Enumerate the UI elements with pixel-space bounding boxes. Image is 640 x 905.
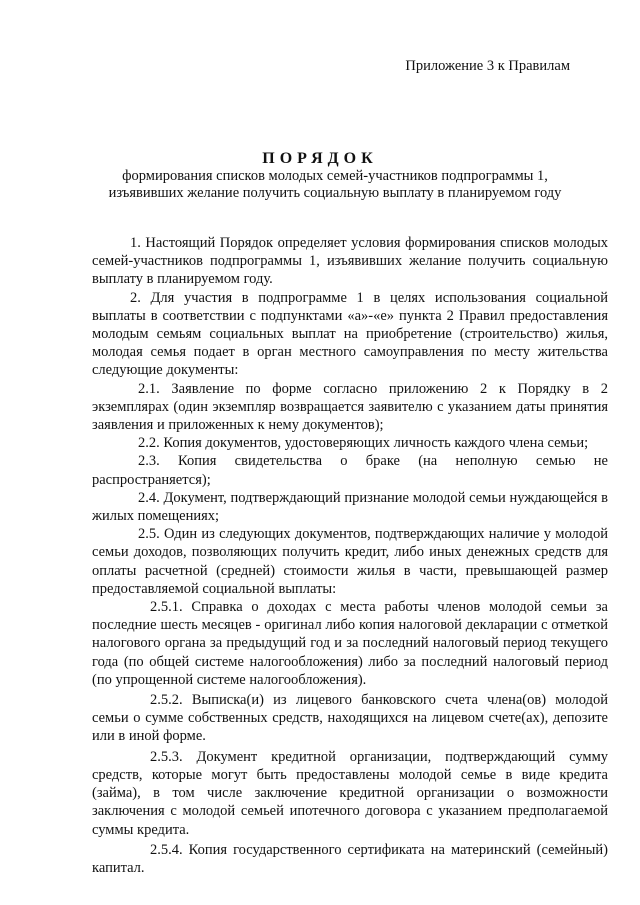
appendix-reference: Приложение 3 к Правилам xyxy=(405,58,570,74)
paragraph-2-5-4: 2.5.4. Копия государственного сертификата на материнский (семейный) капитал. xyxy=(92,841,608,876)
paragraph-2-5-1: 2.5.1. Справка о доходах с места работы членов молодой семьи за последние шесть месяцев - оригинал либо копия налоговой декларации с отметкой налогового органа за предыдущий год и за последний налоговый период текущего года (по общей системе налогообложения) либо за последний налоговый период (по упрощенной системе налогообложения). xyxy=(92,599,608,688)
paragraph-2-5-2: 2.5.2. Выписка(и) из лицевого банковского счета члена(ов) молодой семьи о сумме собственных средств, находящихся на лицевом счете(ах), депозите или в иной форме. xyxy=(92,692,608,745)
document-subtitle: формирования списков молодых семей-участников подпрограммы 1, изъявивших желание получить социальную выплату в планируемом году xyxy=(108,168,562,201)
document-title: ПОРЯДОК xyxy=(262,150,378,167)
paragraph-1: 1. Настоящий Порядок определяет условия формирования списков молодых семей-участников подпрограммы 1, изъявивших желание получить социальную выплату в планируемом году. xyxy=(92,235,608,288)
paragraph-2-3: 2.3. Копия свидетельства о браке (на неполную семью не распространяется); xyxy=(92,453,608,488)
document-body xyxy=(92,234,608,877)
paragraph-2-5-3: 2.5.3. Документ кредитной организации, подтверждающий сумму средств, которые могут быть предоставлены молодой семье в виде кредита (займа), в том числе заключение кредитной организации о возможности заключения с молодой семьей ипотечного договора с указанием предполагаемой суммы кредита. xyxy=(92,748,608,838)
paragraph-2-4: 2.4. Документ, подтверждающий признание молодой семьи нуждающейся в жилых помещениях; xyxy=(92,489,608,525)
paragraph-2-1: 2.1. Заявление по форме согласно приложению 2 к Порядку в 2 экземплярах (один экземпляр возвращается заявителю с указанием даты принятия заявления и приложенных к нему документов); xyxy=(92,380,608,434)
paragraph-2: 2. Для участия в подпрограмме 1 в целях использования социальной выплаты в соответствии с подпунктами «а»-«е» пункта 2 Правил предоставления молодым семьям социальных выплат на приобретение (строительство) жилья, молодая семья подает в орган местного самоуправления по месту жительства следующие документы: xyxy=(92,289,608,379)
paragraph-2-5: 2.5. Один из следующих документов, подтверждающих наличие у молодой семьи доходов, позволяющих получить кредит, либо иных денежных средств для оплаты расчетной (средней) стоимости жилья в части, превышающей размер предоставляемой социальной выплаты: xyxy=(92,526,608,597)
paragraph-2-2: 2.2. Копия документов, удостоверяющих личность каждого члена семьи; xyxy=(138,435,589,452)
